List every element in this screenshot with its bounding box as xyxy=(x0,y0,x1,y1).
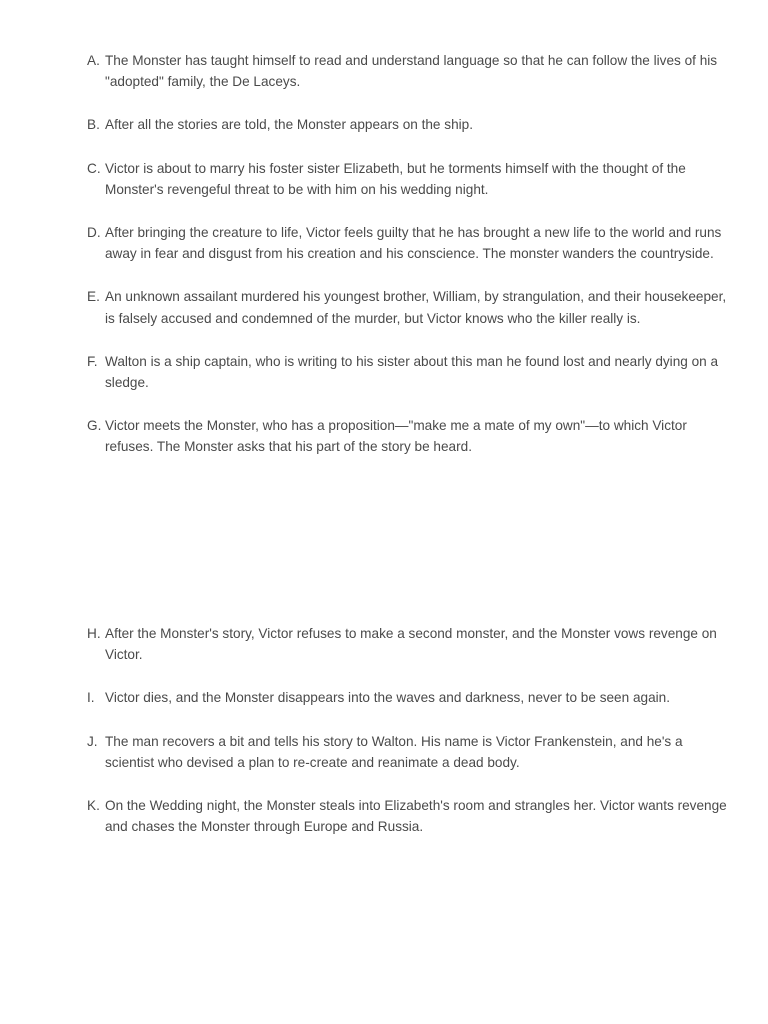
item-text: The Monster has taught himself to read and understand language so that he can follow the lives of his "adopted" family, the De Laceys. xyxy=(105,53,718,90)
item-letter: E. xyxy=(87,289,100,305)
item-letter: H. xyxy=(87,626,101,641)
item-letter: F. xyxy=(87,353,98,369)
item-text: Victor is about to marry his foster sister Elizabeth, but he torments himself with the thought of the Monster's revengeful threat to be with him on his wedding night. xyxy=(105,160,686,197)
list-item-g xyxy=(87,415,735,457)
item-letter: B. xyxy=(87,117,100,133)
item-text: After all the stories are told, the Monster appears on the ship. xyxy=(105,117,473,133)
list-item-b xyxy=(87,114,735,135)
list-item-d xyxy=(87,222,735,264)
list-item-k xyxy=(87,795,735,837)
list-item-e xyxy=(87,286,735,328)
list-item-j xyxy=(87,731,735,773)
list-item-c xyxy=(87,158,735,200)
list-item-i xyxy=(87,687,735,708)
item-letter: A. xyxy=(87,53,100,68)
item-text: After the Monster's story, Victor refuses to make a second monster, and the Monster vows revenge on Victor. xyxy=(105,626,717,663)
item-text: On the Wedding night, the Monster steals into Elizabeth's room and strangles her. Victor wants revenge and chases the Monster through Europe and Russia. xyxy=(105,798,727,835)
item-text: After bringing the creature to life, Victor feels guilty that he has brought a new life to the world and runs away in fear and disgust from his creation and his conscience. The monster wanders the countryside. xyxy=(105,225,722,262)
list-item-f xyxy=(87,351,735,393)
list-item-a xyxy=(87,50,735,92)
event-list-top xyxy=(87,50,735,480)
event-list-bottom xyxy=(87,623,735,859)
list-item-h xyxy=(87,623,735,665)
item-letter: J. xyxy=(87,733,98,749)
item-text: Victor meets the Monster, who has a proposition—"make me a mate of my own"—to which Victor refuses. The Monster asks that his part of the story be heard. xyxy=(105,418,687,455)
item-text: An unknown assailant murdered his youngest brother, William, by strangulation, and their housekeeper, is falsely accused and condemned of the murder, but Victor knows who the killer really is. xyxy=(105,289,727,326)
item-text: The man recovers a bit and tells his story to Walton. His name is Victor Frankenstein, and he's a scientist who devised a plan to re-create and reanimate a dead body. xyxy=(105,733,683,770)
item-letter: C. xyxy=(87,160,101,176)
item-letter: I. xyxy=(87,690,95,706)
item-text: Walton is a ship captain, who is writing to his sister about this man he found lost and nearly dying on a sledge. xyxy=(105,353,719,391)
item-text: Victor dies, and the Monster disappears into the waves and darkness, never to be seen again. xyxy=(105,690,670,706)
item-letter: D. xyxy=(87,225,101,241)
item-letter: G. xyxy=(87,418,102,434)
item-letter: K. xyxy=(87,798,100,814)
